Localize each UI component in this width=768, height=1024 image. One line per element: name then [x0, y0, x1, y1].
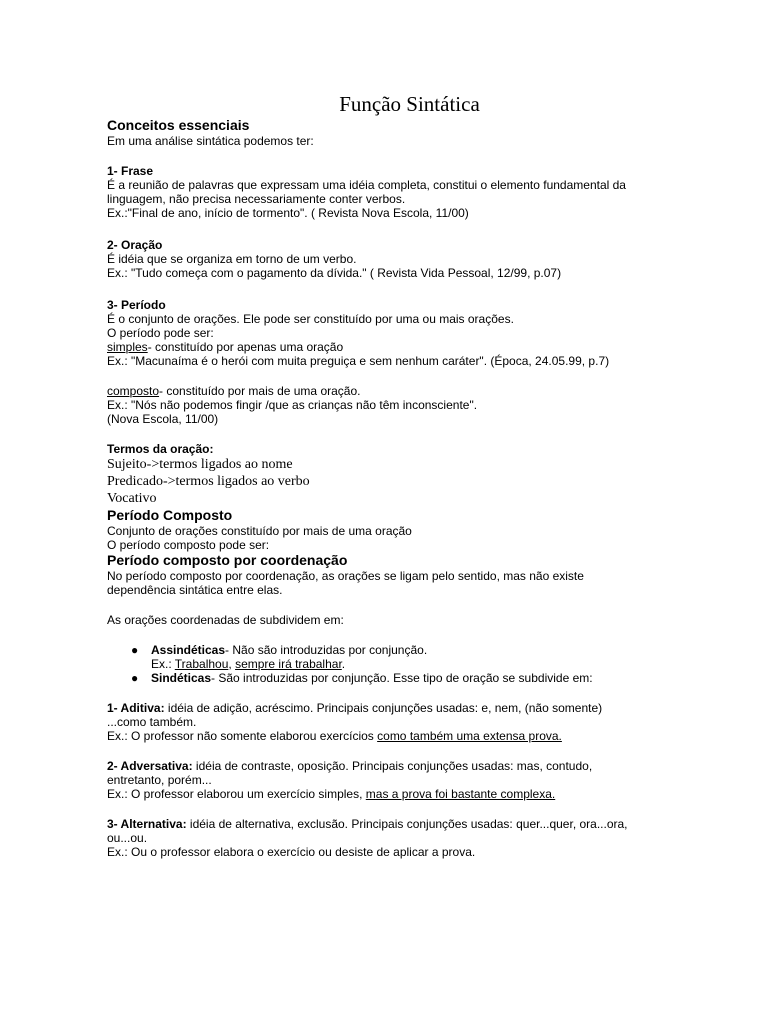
simples-term: simples: [107, 340, 148, 354]
oracao-heading-text: 2- Oração: [107, 238, 163, 252]
simples-definition: [107, 340, 667, 354]
periodo-composto-heading: Período Composto: [107, 507, 233, 523]
composto-definition: [107, 384, 667, 398]
adversativa-line: [107, 759, 667, 773]
page-title: Função Sintática: [339, 92, 480, 116]
termos-heading-text: Termos da oração:: [107, 442, 214, 456]
coordenacao-line: dependência sintática entre elas.: [107, 583, 283, 597]
assindeticas-term: Assindéticas: [151, 643, 226, 657]
aditiva-def: idéia de adição, acréscimo. Principais conjunções usadas: e, nem, (não somente): [164, 701, 603, 715]
periodo-composto-line: Conjunto de orações constituído por mais de uma oração: [107, 524, 412, 538]
alternativa-line: [107, 817, 667, 831]
adversativa-line: entretanto, porém...: [107, 773, 212, 787]
coordenacao-line: No período composto por coordenação, as orações se ligam pelo sentido, mas não existe: [107, 569, 584, 583]
termos-item: Vocativo: [107, 491, 157, 506]
frase-line: É a reunião de palavras que expressam uma idéia completa, constitui o elemento fundamental da: [107, 178, 626, 192]
composto-source: (Nova Escola, 11/00): [107, 412, 219, 426]
document-content: [107, 90, 667, 859]
intro-text: Em uma análise sintática podemos ter:: [107, 134, 314, 148]
frase-example: Ex.:"Final de ano, início de tormento". ( Revista Nova Escola, 11/00): [107, 206, 469, 220]
periodo-heading-text: 3- Período: [107, 298, 166, 312]
simples-example: Ex.: "Macunaíma é o herói com muita preguiça e sem nenhum caráter". (Época, 24.05.99, p.7): [107, 354, 610, 368]
alternativa-term: 3- Alternativa:: [107, 817, 187, 831]
coordenacao-subdivide: As orações coordenadas de subdividem em:: [107, 613, 344, 627]
composto-term: composto: [107, 384, 160, 398]
sindeticas-term: Sindéticas: [151, 671, 212, 685]
termos-item: Sujeito->termos ligados ao nome: [107, 457, 293, 472]
adversativa-def: idéia de contraste, oposição. Principais conjunções usadas: mas, contudo,: [192, 759, 593, 773]
adversativa-example: [107, 787, 667, 801]
aditiva-line: ...como também.: [107, 715, 197, 729]
oracao-line: É idéia que se organiza em torno de um verbo.: [107, 252, 357, 266]
assindeticas-def: - Não são introduzidas por conjunção.: [225, 643, 428, 657]
bullet-icon: ●: [131, 671, 139, 685]
periodo-line: O período pode ser:: [107, 326, 214, 340]
simples-def: - constituído por apenas uma oração: [147, 340, 344, 354]
alternativa-def: idéia de alternativa, exclusão. Principais conjunções usadas: quer...quer, ora...ora,: [186, 817, 628, 831]
periodo-heading: [107, 298, 667, 312]
termos-item: Predicado->termos ligados ao verbo: [107, 474, 310, 489]
aditiva-line: [107, 701, 667, 715]
example-prefix: Ex.:: [151, 657, 175, 671]
example-end: .: [341, 657, 346, 671]
example-separator: ,: [228, 657, 236, 671]
composto-example: Ex.: "Nós não podemos fingir /que as crianças não têm inconsciente".: [107, 398, 478, 412]
termos-heading: [107, 442, 667, 456]
aditiva-term: 1- Aditiva:: [107, 701, 165, 715]
aditiva-example: [107, 729, 667, 743]
coordenacao-heading: Período composto por coordenação: [107, 552, 348, 568]
example-underlined: mas a prova foi bastante complexa.: [365, 787, 556, 801]
example-underlined: sempre irá trabalhar: [235, 657, 342, 671]
coordenadas-list: [107, 643, 667, 685]
list-item: [131, 671, 667, 685]
example-underlined: como também uma extensa prova.: [377, 729, 562, 743]
alternativa-example: Ex.: Ou o professor elabora o exercício ou desiste de aplicar a prova.: [107, 845, 476, 859]
frase-heading: [107, 164, 667, 178]
alternativa-line: ou...ou.: [107, 831, 148, 845]
periodo-line: É o conjunto de orações. Ele pode ser constituído por uma ou mais orações.: [107, 312, 514, 326]
frase-line: linguagem, não precisa necessariamente conter verbos.: [107, 192, 406, 206]
intro-heading: Conceitos essenciais: [107, 117, 250, 133]
example-prefix: Ex.: O professor elaborou um exercício simples,: [107, 787, 366, 801]
bullet-icon: ●: [131, 643, 139, 657]
assindeticas-example: [151, 657, 667, 671]
frase-heading-text: 1- Frase: [107, 164, 154, 178]
sindeticas-def: - São introduzidas por conjunção. Esse tipo de oração se subdivide em:: [211, 671, 593, 685]
periodo-composto-line: O período composto pode ser:: [107, 538, 270, 552]
oracao-heading: [107, 238, 667, 252]
oracao-example: Ex.: "Tudo começa com o pagamento da dívida." ( Revista Vida Pessoal, 12/99, p.07): [107, 266, 562, 280]
list-item: [131, 643, 667, 671]
example-prefix: Ex.: O professor não somente elaborou exercícios: [107, 729, 378, 743]
adversativa-term: 2- Adversativa:: [107, 759, 193, 773]
example-underlined: Trabalhou: [174, 657, 229, 671]
composto-def: - constituído por mais de uma oração.: [159, 384, 361, 398]
